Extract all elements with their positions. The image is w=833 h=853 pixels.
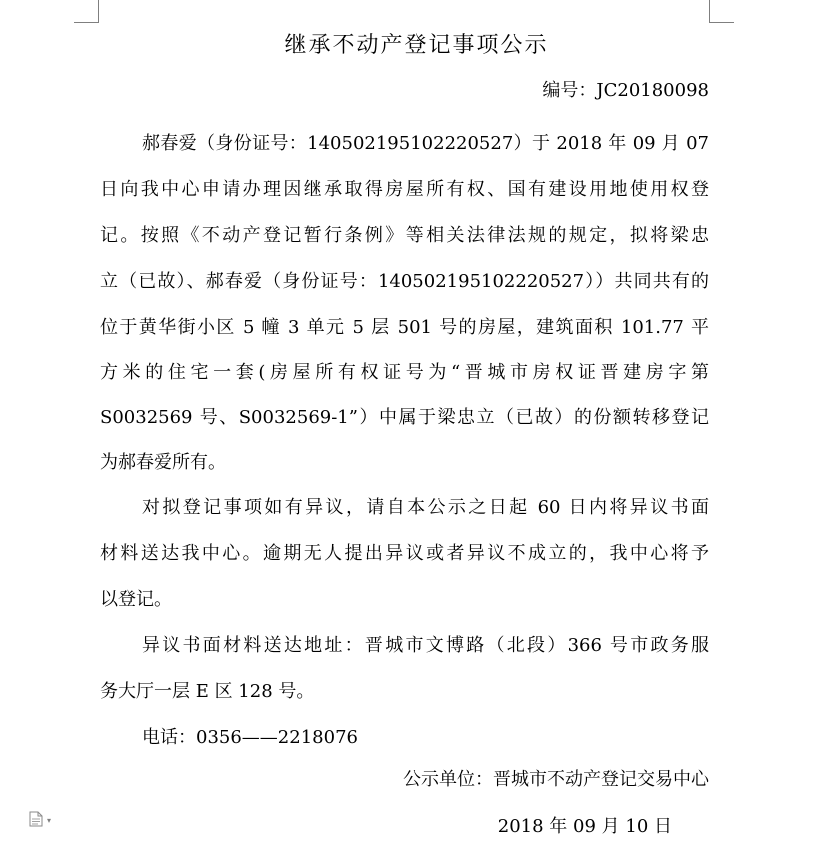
body-line: 材料送达我中心。逾期无人提出异议或者异议不成立的，我中心将予: [100, 543, 709, 564]
body-line: 务大厅一层 E 区 128 号。: [100, 681, 315, 702]
body-line: 立（已故）、郝春爱（身份证号：140502195102220527））共同共有的: [100, 271, 709, 292]
body-line: 位于黄华街小区 5 幢 3 单元 5 层 501 号的房屋，建筑面积 101.77 平: [100, 317, 709, 338]
dropdown-caret-icon[interactable]: ▾: [47, 816, 52, 825]
body-line: 为郝春爱所有。: [100, 452, 226, 473]
body-line: 方米的住宅一套(房屋所有权证号为“晋城市房权证晋建房字第: [100, 362, 709, 383]
body-line: 郝春爱（身份证号：140502195102220527）于 2018 年 09 月 07: [142, 133, 709, 154]
document-title: 继承不动产登记事项公示: [284, 33, 549, 58]
crop-mark-top-left: [74, 0, 99, 23]
publish-date: 2018 年 09 月 10 日: [497, 816, 672, 837]
body-line: 对拟登记事项如有异议，请自本公示之日起 60 日内将异议书面: [142, 497, 709, 518]
body-line: S0032569 号、S0032569-1”）中属于梁忠立（已故）的份额转移登记: [100, 407, 709, 428]
body-line: 日向我中心申请办理因继承取得房屋所有权、国有建设用地使用权登: [100, 179, 709, 200]
body-line: 异议书面材料送达地址：晋城市文博路（北段）366 号市政务服: [142, 635, 709, 656]
document-icon[interactable]: [29, 811, 43, 827]
body-line: 以登记。: [100, 589, 172, 610]
document-number: 编号：JC20180098: [542, 80, 709, 101]
contact-phone: 电话：0356——2218076: [142, 727, 358, 748]
crop-mark-top-right: [709, 0, 734, 23]
body-line: 记。按照《不动产登记暂行条例》等相关法律法规的规定，拟将梁忠: [100, 225, 709, 246]
publisher-signature: 公示单位：晋城市不动产登记交易中心: [403, 769, 709, 790]
